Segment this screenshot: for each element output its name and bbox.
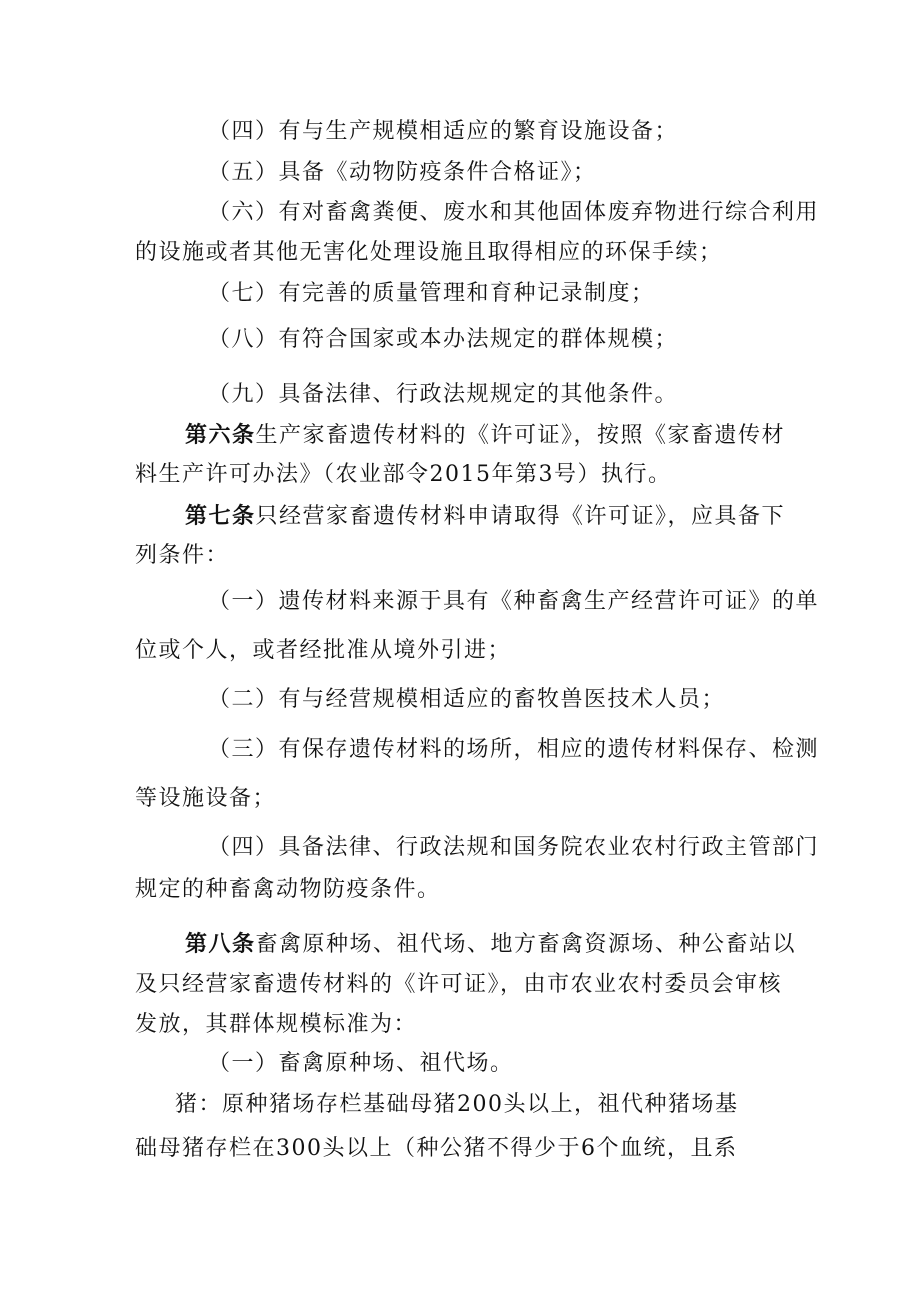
a7-item-1-line-1: （一）遗传材料来源于具有《种畜禽生产经营许可证》的单 bbox=[208, 589, 820, 614]
pig-line-1: 猪：原种猪场存栏基础母猪200头以上，祖代种猪场基 bbox=[175, 1092, 739, 1117]
a7-item-3-line-1: （三）有保存遗传材料的场所，相应的遗传材料保存、检测 bbox=[208, 737, 820, 762]
article-7-heading: 第七条 bbox=[185, 503, 256, 529]
article-6-line-2: 料生产许可办法》（农业部令2015年第3号）执行。 bbox=[135, 462, 672, 487]
a7-item-3-line-2: 等设施设备； bbox=[135, 786, 277, 811]
article-7-line-1 bbox=[185, 501, 785, 532]
a7-item-4-line-1: （四）具备法律、行政法规和国务院农业农村行政主管部门 bbox=[208, 835, 820, 860]
pig-line-2: 础母猪存栏在300头以上（种公猪不得少于6个血统，且系 bbox=[135, 1136, 738, 1161]
a7-item-1-line-2: 位或个人，或者经批准从境外引进； bbox=[135, 638, 512, 663]
a7-item-4-line-2: 规定的种畜禽动物防疫条件。 bbox=[135, 877, 441, 902]
item-8-line-1: （八）有符合国家或本办法规定的群体规模； bbox=[208, 327, 679, 352]
item-9-line-1: （九）具备法律、行政法规规定的其他条件。 bbox=[208, 382, 679, 407]
article-6-heading: 第六条 bbox=[185, 422, 256, 448]
article-8-line-1 bbox=[185, 929, 796, 960]
item-7-line-1: （七）有完善的质量管理和育种记录制度； bbox=[208, 281, 655, 306]
article-8-text-1: 畜禽原种场、祖代场、地方畜禽资源场、种公畜站以 bbox=[255, 932, 797, 957]
a8-item-1-line-1: （一）畜禽原种场、祖代场。 bbox=[208, 1051, 514, 1076]
item-5-line-1: （五）具备《动物防疫条件合格证》； bbox=[208, 160, 597, 185]
a7-item-2-line-1: （二）有与经营规模相适应的畜牧兽医技术人员； bbox=[208, 687, 726, 712]
item-6-line-1: （六）有对畜禽粪便、废水和其他固体废弃物进行综合利用 bbox=[208, 200, 820, 225]
article-7-line-2: 列条件： bbox=[135, 543, 230, 568]
article-6-line-1 bbox=[185, 420, 785, 451]
item-6-line-2: 的设施或者其他无害化处理设施且取得相应的环保手续； bbox=[135, 240, 723, 265]
article-8-line-3: 发放，其群体规模标准为： bbox=[135, 1012, 418, 1037]
article-7-text-1: 只经营家畜遗传材料申请取得《许可证》，应具备下 bbox=[255, 504, 786, 529]
article-8-line-2: 及只经营家畜遗传材料的《许可证》，由市农业农村委员会审核 bbox=[135, 972, 783, 997]
article-8-heading: 第八条 bbox=[185, 931, 256, 957]
item-4-line-1: （四）有与生产规模相适应的繁育设施设备； bbox=[208, 119, 679, 144]
article-6-text-1: 生产家畜遗传材料的《许可证》，按照《家畜遗传材 bbox=[255, 423, 786, 448]
